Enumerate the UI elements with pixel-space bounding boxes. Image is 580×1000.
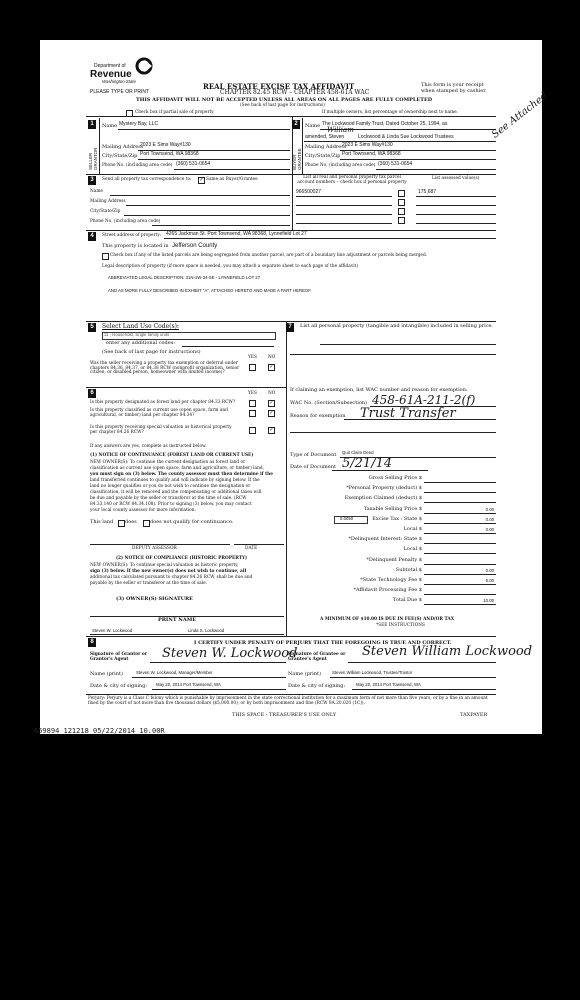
grantee-date: May 20, 2014 Port Townsend, WA	[356, 682, 421, 687]
receipt-note-1: This form is your receipt	[421, 82, 484, 88]
see-instructions: *SEE INSTRUCTIONS	[376, 623, 425, 628]
grantee-name-label: Name (print)	[288, 671, 321, 677]
fee-row-value: 0.00	[485, 568, 494, 573]
buyer-mail: 2023 E Sims Way#130	[342, 142, 393, 148]
notice1-line-7: 84.33.140 or RCW 84.34.108). Prior to signing (3) below, you may contact	[90, 502, 252, 507]
segregated-checkbox[interactable]	[102, 253, 109, 260]
buyer-city-label: City/State/Zip	[305, 153, 341, 159]
s5-question: Was the seller receiving a property tax exemption or deferral under chapters 84.36, 84.37, or 84.38 RCW (nonprofit organization, senior citizen, or disabled person, homeowner with limited income)?	[90, 361, 240, 376]
please-type: PLEASE TYPE OR PRINT	[90, 89, 150, 95]
legal-line-1: ABBREVIATED LEGAL DESCRIPTION: 31N-1W-34-SE - LYNNEFIELD LOT 27	[108, 275, 261, 280]
exemption-label: If claiming an exemption, list WAC number and reason for exemption:	[290, 387, 468, 393]
land-does-not-label: does not qualify for continuance.	[150, 519, 234, 525]
seller-mail: 2023 E Sims Way#130	[140, 142, 191, 148]
dept-line1: Department of	[94, 63, 126, 69]
dept-line3: Washington State	[102, 79, 136, 84]
notice1-line-8: your local county assessor for more information.	[90, 508, 196, 513]
partial-sale-label: Check box if partial sale of property	[135, 110, 214, 115]
receipt-note-2: when stamped by cashier.	[421, 88, 487, 94]
notice1-line-4: land no longer qualifies or you do not wish to continue the designation or	[90, 484, 251, 489]
perjury-notice: Perjury: Perjury is a Class C felony which is punishable by imprisonment in the state correctional institution for a maximum term of not more than five years, or by a fine in an amount fixed by the court of not more than five thousand dollars ($5,000.00), or by both imprisonment and fine (RCW 9A.20.020 (1C)).	[88, 696, 488, 706]
fee-row-label: Taxable Selling Price $	[363, 506, 422, 512]
notice1-line-0: NEW OWNER(S): To continue the current designation as forest land or	[90, 460, 246, 465]
buyer-name-handwritten: William	[327, 126, 354, 134]
margin-note: See Attached	[490, 90, 550, 141]
fee-row-value: 0.00	[485, 527, 494, 532]
minimum-due: A MINIMUM OF $10.00 IS DUE IN FEE(S) AND/OR TAX	[320, 617, 455, 622]
street-address: 4265 Jackman St. Port Townsend, WA 98368, Lynnefield Lot 27	[166, 231, 307, 237]
form-title: REAL ESTATE EXCISE TAX AFFIDAVIT	[203, 82, 355, 91]
doc-type-label: Type of Document	[290, 452, 337, 458]
grantor-name: Steven W. Lockwood, Manager/Member	[136, 670, 213, 675]
segregated-label: Check box if any of the listed parcels are being segregated from another parcel, are part of a boundary line adjustment or parcels being merged.	[110, 253, 428, 258]
see-back: (See back of last page for instructions)	[240, 103, 325, 108]
notice1-head: (1) NOTICE OF CONTINUANCE (FOREST LAND OR CURRENT USE)	[90, 453, 254, 458]
s6-q1-yes[interactable]	[249, 400, 256, 407]
fee-row-label: *Delinquent Interest: State $	[348, 536, 422, 542]
s3-mail-label: Mailing Address	[90, 199, 126, 204]
notice2-line-0: NEW OWNER(S): To continue special valuation as historic property,	[90, 563, 239, 568]
land-does-label: does	[125, 519, 137, 525]
buyer-side-label: BUYER GRANTEE	[292, 148, 302, 170]
seller-city: Port Townsend, WA 98368	[140, 151, 199, 157]
form-warning: THIS AFFIDAVIT WILL NOT BE ACCEPTED UNLESS ALL AREAS ON ALL PAGES ARE FULLY COMPLETED	[136, 97, 433, 103]
fee-row-value: 10.00	[483, 598, 494, 603]
notice1-line-3: land transferred continues to qualify and will indicate by signing below. If the	[90, 478, 260, 483]
grantee-date-label: Date & city of signing:	[288, 683, 346, 689]
notice2-head: (2) NOTICE OF COMPLIANCE (HISTORIC PROPERTY)	[116, 556, 248, 561]
s6-q1-no[interactable]: ✓	[269, 400, 274, 406]
assessed-value: 175,687	[418, 189, 437, 195]
s5-no-head: NO	[268, 355, 276, 360]
located-label: This property is located in	[102, 243, 169, 249]
s3-phone-label: Phone No. (including area code)	[90, 219, 161, 224]
seller-phone-label: Phone No. (including area code)	[102, 163, 173, 168]
fee-row-label: Exemption Claimed (deduct) $	[344, 495, 422, 501]
s6-q2-no[interactable]: ✓	[269, 410, 274, 416]
notice1-line-2: you must sign on (3) below. The county assessor must then determine if the	[90, 472, 273, 477]
parcel-personal-checkbox-1[interactable]	[398, 190, 405, 197]
seller-phone: (360) 531-0654	[176, 161, 211, 167]
notice2-line-2: additional tax calculated pursuant to chapter 84.26 RCW, shall be due and	[90, 575, 253, 580]
legal-line-2: AND AS MORE FULLY DESCRIBED IN EXHIBIT "A", ATTACHED HERETO AND MADE A PART HEREOF.	[108, 288, 312, 293]
s5-see-back: (See back of last page for instructions)	[102, 349, 201, 355]
additional-codes-label: enter any additional codes:	[106, 340, 175, 346]
grantee-signature: Steven William Lockwood	[362, 644, 533, 659]
buyer-phone-label: Phone No. (including area code)	[305, 163, 376, 168]
s6-q1: Is this property designated as forest land per chapter 84.33 RCW?	[90, 400, 236, 405]
fee-row-label: Gross Selling Price $	[368, 475, 422, 481]
if-any-yes: If any answers are yes, complete as instructed below.	[90, 444, 207, 449]
print-name-label: PRINT NAME	[158, 617, 197, 623]
s6-q2-yes[interactable]	[249, 410, 256, 417]
taxpayer-copy: TAXPAYER	[460, 712, 488, 718]
multiple-owners-note: If multiple owners, list percentage of ownership next to name.	[322, 110, 459, 115]
same-as-buyer-label: Same as Buyer/Grantee	[206, 177, 258, 182]
buyer-name: The Lockwood Family Trust, Dated October 25, 1994, as	[322, 121, 448, 127]
land-does-not-checkbox[interactable]	[143, 520, 150, 527]
buyer-name2: amended, Steven	[305, 134, 345, 140]
affidavit-page	[34, 40, 550, 735]
fee-row-label: *State Technology Fee $	[360, 577, 422, 583]
owner-1-name: Steven W. Lockwood	[92, 628, 133, 633]
legal-label: Legal description of property (if more space is needed, you may attach a separate sheet to each page of the affidavit)	[102, 264, 359, 269]
buyer-phone: (360) 531-0654	[378, 161, 413, 167]
land-use-label: Select Land Use Code(s):	[102, 323, 179, 330]
doc-date: 5/21/14	[342, 456, 393, 471]
buyer-name2-rest: Lockwood & Linda Sue Lockwood Trustees	[358, 134, 454, 140]
section-1-number: 1	[88, 120, 96, 129]
deputy-date: DATE	[245, 546, 258, 551]
grantor-name-label: Name (print)	[90, 671, 123, 677]
fee-row-label: *Delinquent Penalty $	[366, 557, 422, 563]
this-land-label: This land	[90, 519, 114, 525]
owner-signature-label: (3) OWNER(S) SIGNATURE	[116, 596, 193, 602]
fee-row-value: 0.00	[485, 507, 494, 512]
notice1-line-6: be due and payable by the seller or transferor at the time of sale. (RCW	[90, 496, 247, 501]
section-7-number: 7	[286, 323, 294, 332]
s5-yes-head: YES	[248, 355, 257, 360]
cashier-stamp: 659894 121218 05/22/2014 10.00R	[34, 727, 165, 735]
treasurer-use: THIS SPACE - TREASURER'S USE ONLY	[232, 712, 337, 718]
notice1-line-5: classification, it will be removed and the compensating or additional taxes will	[90, 490, 262, 495]
street-label: Street address of property:	[102, 233, 162, 238]
seller-mail-label: Mailing Address	[102, 144, 144, 150]
notice2-line-1: sign (3) below. If the new owner(s) does not wish to continue, all	[90, 569, 247, 574]
land-does-checkbox[interactable]	[118, 520, 125, 527]
parcel-personal-checkbox-2[interactable]	[398, 199, 405, 206]
seller-side-label: SELLER GRANTOR	[88, 147, 98, 170]
fee-row-value: 0.00	[485, 517, 494, 522]
excise-rate: 0.0050	[340, 516, 354, 521]
buyer-city: Port Townsend, WA 98368	[342, 151, 401, 157]
same-as-buyer-checkbox[interactable]: ✓	[199, 177, 204, 183]
assessed-head: List assessed value(s)	[432, 176, 480, 181]
doc-date-label: Date of Document	[290, 464, 336, 470]
send-tax-label: Send all property tax correspondence to:	[102, 177, 192, 182]
land-use-value: 11 - Household, single family units	[104, 332, 170, 337]
notice1-line-1: classification as current use (open space, farm and agriculture, or timber) land,	[90, 466, 264, 471]
parcel-personal-checkbox-4[interactable]	[398, 217, 405, 224]
fee-row-value: 5.00	[485, 578, 494, 583]
s6-q2: Is this property classified as current use (open space, farm and agricultural, or timber) land per chapter 84.34?	[90, 408, 228, 418]
section-3-number: 3	[88, 176, 96, 185]
parcel-head: List all real and personal property tax parcel account numbers – check box if personal property	[297, 175, 407, 185]
grantee-sig-label: Signature of Grantee or Grantee's Agent	[288, 652, 346, 662]
owner-2-name: Linda S. Lockwood	[188, 628, 225, 633]
fee-row-label: Local $	[403, 546, 422, 552]
s3-city-label: City/State/Zip	[90, 209, 121, 214]
doc-type: Quit Claim Deed	[342, 450, 374, 455]
certify-statement: I CERTIFY UNDER PENALTY OF PERJURY THAT THE FOREGOING IS TRUE AND CORRECT.	[194, 640, 452, 646]
s3-name-label: Name	[90, 189, 103, 194]
fee-row-label: *Affidavit Processing Fee $	[353, 587, 422, 593]
grantor-signature: Steven W. Lockwood	[162, 646, 298, 661]
section-4-number: 4	[88, 232, 96, 241]
s6-q3-no[interactable]: ✓	[269, 427, 274, 433]
wac-value: 458-61A-211-2(f)	[372, 393, 476, 407]
fee-row-label: Local $	[403, 526, 422, 532]
section-2-number: 2	[292, 120, 300, 129]
reason-value: Trust Transfer	[360, 406, 456, 421]
personal-property-label: List all personal property (tangible and intangible) included in selling price.	[300, 323, 494, 329]
buyer-mail-label: Mailing Address	[305, 144, 347, 150]
section-8-number: 8	[88, 638, 96, 647]
notice2-line-3: payable by the seller or transferor at the time of sale.	[90, 581, 207, 586]
seller-city-label: City/State/Zip	[102, 153, 138, 159]
fee-row-label: Subtotal $	[395, 567, 422, 573]
parcel-number: 966500027	[296, 189, 322, 195]
grantor-sig-label: Signature of Grantor or Grantor's Agent	[90, 652, 148, 662]
seller-name: Mystery Bay, LLC	[119, 121, 159, 127]
s5-q1-no[interactable]: ✓	[269, 364, 274, 370]
wac-label: WAC No. (Section/Subsection)	[290, 400, 368, 406]
s6-no-head: NO	[268, 391, 276, 396]
parcel-personal-checkbox-3[interactable]	[398, 208, 405, 215]
revenue-logo-icon	[135, 57, 153, 75]
dept-line2: Revenue	[90, 69, 132, 80]
county: Jefferson County	[172, 243, 218, 249]
s6-yes-head: YES	[248, 391, 257, 396]
fee-row-label: Total Due $	[392, 597, 422, 603]
seller-name-label: Name	[102, 123, 118, 129]
s6-q3-yes[interactable]	[249, 427, 256, 434]
reason-label: Reason for exemption	[290, 413, 346, 419]
grantor-date: May 20, 2014 Port Townsend, WA	[156, 682, 221, 687]
fee-row-label: *Personal Property (deduct) $	[346, 485, 422, 491]
buyer-name-label: Name	[305, 123, 321, 129]
grantor-date-label: Date & city of signing:	[90, 683, 148, 689]
s5-q1-yes[interactable]	[249, 364, 256, 371]
section-6-number: 6	[88, 389, 96, 398]
deputy-assessor: DEPUTY ASSESSOR	[132, 546, 177, 551]
fee-row-label: Excise Tax : State $	[372, 516, 422, 522]
section-5-number: 5	[88, 323, 96, 332]
grantee-name: Steven William Lockwood, Trustee/Trustor	[332, 670, 413, 675]
s6-q3: Is this property receiving special valuation as historical property per chapter 84.26 RCW?	[90, 425, 232, 435]
form-chapter: CHAPTER 82.45 RCW – CHAPTER 458-61A WAC	[220, 89, 370, 96]
